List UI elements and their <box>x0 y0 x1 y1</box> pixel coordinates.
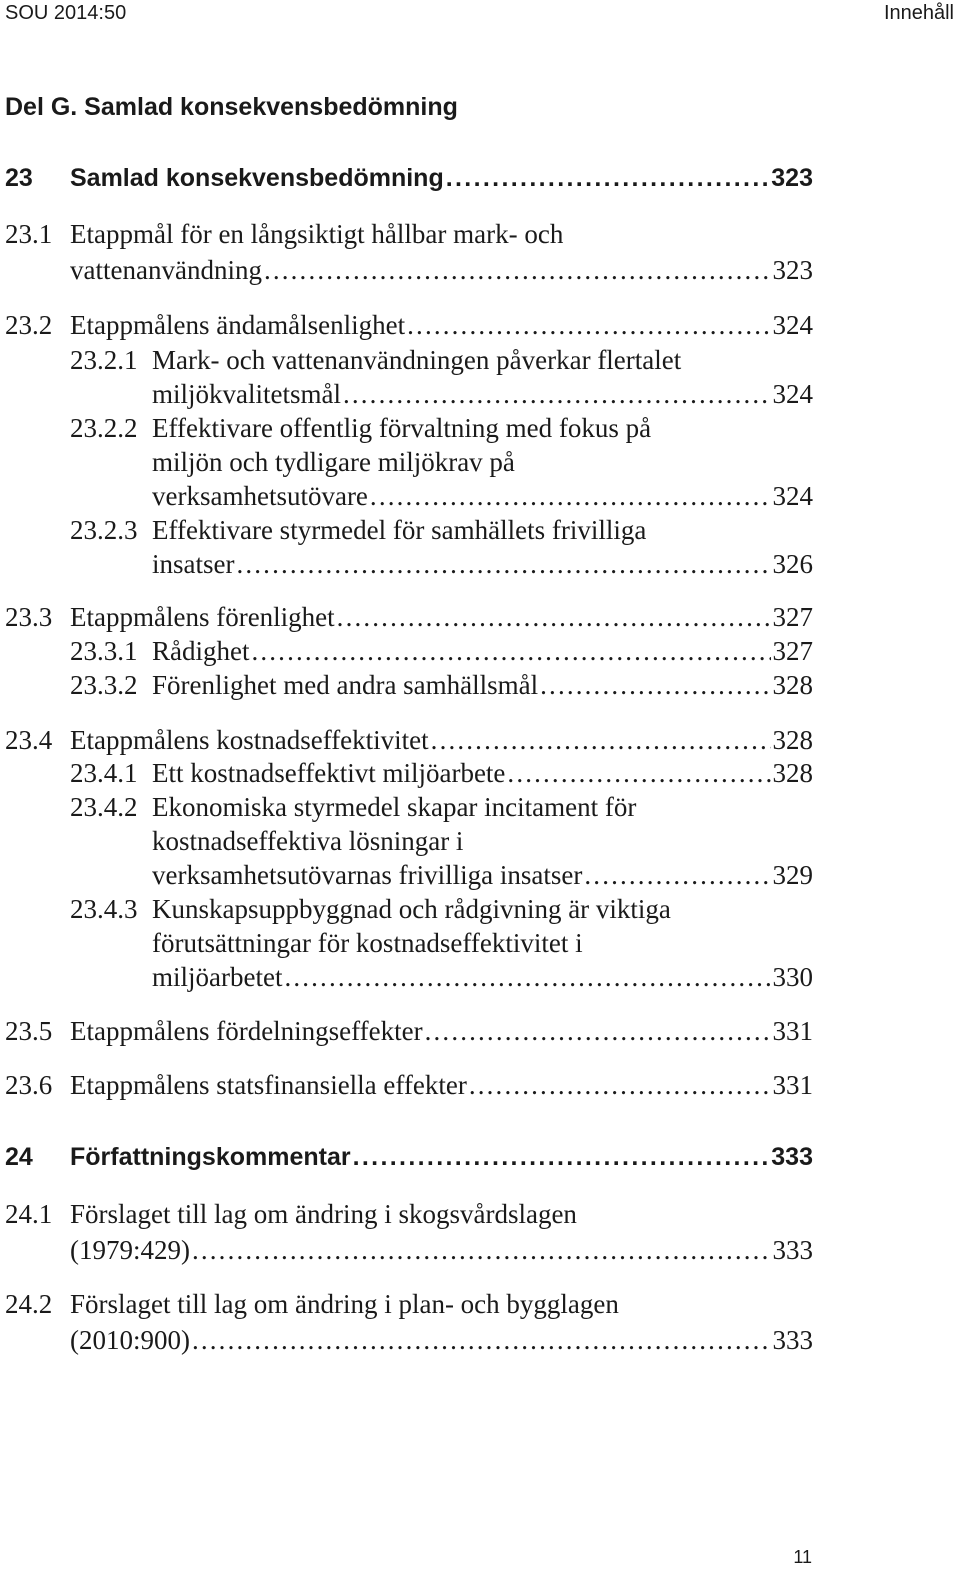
page-reference: 330 <box>772 962 813 992</box>
section-number: 23.6 <box>5 1070 53 1100</box>
section-title: verksamhetsutövare <box>152 481 368 511</box>
dot-leader <box>343 379 771 410</box>
toc-entry-line <box>0 219 813 255</box>
section-title: Mark- och vattenanvändningen påverkar flertalet <box>152 345 682 375</box>
section-number: 23.4.1 <box>70 758 138 788</box>
section-title: förutsättningar för kostnadseffektivitet i <box>152 928 583 958</box>
section-title: Etappmålens statsfinansiella effekter <box>70 1070 467 1100</box>
toc-entry-line <box>0 758 813 794</box>
dot-leader <box>353 1143 770 1172</box>
toc-entry-line <box>0 602 813 638</box>
page-reference: 328 <box>772 758 813 788</box>
toc-entry-line <box>0 962 813 998</box>
section-number: 24.1 <box>5 1199 53 1229</box>
section-title: Förslaget till lag om ändring i skogsvårdslagen <box>70 1199 577 1229</box>
toc-entry-line <box>0 792 813 828</box>
toc-entry-line <box>0 345 813 381</box>
section-number: 23.2.2 <box>70 413 138 443</box>
dot-leader <box>236 549 770 580</box>
section-number: 24 <box>5 1143 33 1171</box>
section-title: Samlad konsekvensbedömning <box>70 164 444 192</box>
section-title: insatser <box>152 549 235 579</box>
page-reference: 324 <box>772 310 813 340</box>
page-reference: 323 <box>772 255 813 285</box>
dot-leader <box>337 602 771 633</box>
page-reference: 331 <box>772 1070 813 1100</box>
section-title: Rådighet <box>152 636 250 666</box>
toc-entry-line <box>0 725 813 761</box>
page-number: 11 <box>793 1547 812 1567</box>
toc-entry-line <box>0 1143 813 1179</box>
dot-leader <box>425 1016 771 1047</box>
toc-entry-line <box>0 1016 813 1052</box>
section-number: 23.4.3 <box>70 894 138 924</box>
toc-entry-line <box>0 1325 813 1361</box>
dot-leader <box>507 758 770 789</box>
section-title: Ett kostnadseffektivt miljöarbete <box>152 758 506 788</box>
section-title: Författningskommentar <box>70 1143 351 1171</box>
toc-entry-line <box>0 894 813 930</box>
toc-entry-line <box>0 481 813 517</box>
toc-entry-line <box>0 1199 813 1235</box>
section-number: 23.3.1 <box>70 636 138 666</box>
part-title: Del G. Samlad konsekvensbedömning <box>5 93 458 121</box>
section-number: 23.4 <box>5 725 53 755</box>
dot-leader <box>284 962 770 993</box>
section-title: Kunskapsuppbyggnad och rådgivning är viktiga <box>152 894 671 924</box>
section-title: miljön och tydligare miljökrav på <box>152 447 515 477</box>
section-title: Effektivare styrmedel för samhällets frivilliga <box>152 515 647 545</box>
toc-entry-line <box>0 164 813 200</box>
page-reference: 331 <box>772 1016 813 1046</box>
toc-entry-line <box>0 670 813 706</box>
section-title: vattenanvändning <box>70 255 262 285</box>
page-reference: 323 <box>771 164 813 192</box>
section-title: Förenlighet med andra samhällsmål <box>152 670 539 700</box>
section-number: 23.1 <box>5 219 53 249</box>
toc-entry-line <box>0 413 813 449</box>
section-number: 23 <box>5 164 33 192</box>
section-title: Etappmålens förenlighet <box>70 602 335 632</box>
toc-entry-line <box>0 860 813 896</box>
toc-entry-line <box>0 310 813 346</box>
section-number: 23.4.2 <box>70 792 138 822</box>
page-reference: 326 <box>772 549 813 579</box>
page-reference: 329 <box>772 860 813 890</box>
dot-leader <box>584 860 770 891</box>
section-title: Etappmål för en långsiktigt hållbar mark- och <box>70 219 564 249</box>
toc-entry-line <box>0 1070 813 1106</box>
dot-leader <box>540 670 770 701</box>
section-title: (1979:429) <box>70 1235 190 1265</box>
page-reference: 328 <box>772 725 813 755</box>
section-title: miljökvalitetsmål <box>152 379 341 409</box>
toc-entry-line <box>0 1235 813 1271</box>
section-number: 23.5 <box>5 1016 53 1046</box>
toc-entry-line <box>0 515 813 551</box>
section-number: 23.2 <box>5 310 53 340</box>
page-reference: 333 <box>772 1325 813 1355</box>
page-reference: 333 <box>771 1143 813 1171</box>
toc-entry-line <box>0 636 813 672</box>
running-header-left: SOU 2014:50 <box>5 2 127 24</box>
dot-leader <box>264 255 771 286</box>
section-number: 23.3 <box>5 602 53 632</box>
dot-leader <box>407 310 770 341</box>
toc-entry-line <box>0 379 813 415</box>
section-title: Ekonomiska styrmedel skapar incitament för <box>152 792 637 822</box>
page-reference: 327 <box>772 636 813 666</box>
dot-leader <box>446 164 770 193</box>
running-header-right: Innehåll <box>883 2 954 24</box>
section-title: miljöarbetet <box>152 962 283 992</box>
dot-leader <box>431 725 771 756</box>
section-title: kostnadseffektiva lösningar i <box>152 826 464 856</box>
section-title: Etappmålens ändamålsenlighet <box>70 310 406 340</box>
dot-leader <box>192 1325 771 1356</box>
page-reference: 333 <box>772 1235 813 1265</box>
section-title: (2010:900) <box>70 1325 190 1355</box>
page-reference: 324 <box>772 379 813 409</box>
section-number: 23.2.1 <box>70 345 138 375</box>
section-title: Etappmålens fördelningseffekter <box>70 1016 423 1046</box>
section-title: Effektivare offentlig förvaltning med fokus på <box>152 413 652 443</box>
section-number: 23.3.2 <box>70 670 138 700</box>
toc-entry-line <box>0 447 813 483</box>
section-title: Förslaget till lag om ändring i plan- och bygglagen <box>70 1289 619 1319</box>
toc-entry-line <box>0 928 813 964</box>
section-title: verksamhetsutövarnas frivilliga insatser <box>152 860 583 890</box>
toc-entry-line <box>0 1289 813 1325</box>
section-title: Etappmålens kostnadseffektivitet <box>70 725 429 755</box>
toc-entry-line <box>0 826 813 862</box>
toc-entry-line <box>0 549 813 585</box>
page-reference: 327 <box>772 602 813 632</box>
dot-leader <box>192 1235 771 1266</box>
dot-leader <box>469 1070 771 1101</box>
toc-entry-line <box>0 255 813 291</box>
section-number: 24.2 <box>5 1289 53 1319</box>
page-reference: 324 <box>772 481 813 511</box>
page-reference: 328 <box>772 670 813 700</box>
section-number: 23.2.3 <box>70 515 138 545</box>
dot-leader <box>251 636 770 667</box>
dot-leader <box>370 481 771 512</box>
